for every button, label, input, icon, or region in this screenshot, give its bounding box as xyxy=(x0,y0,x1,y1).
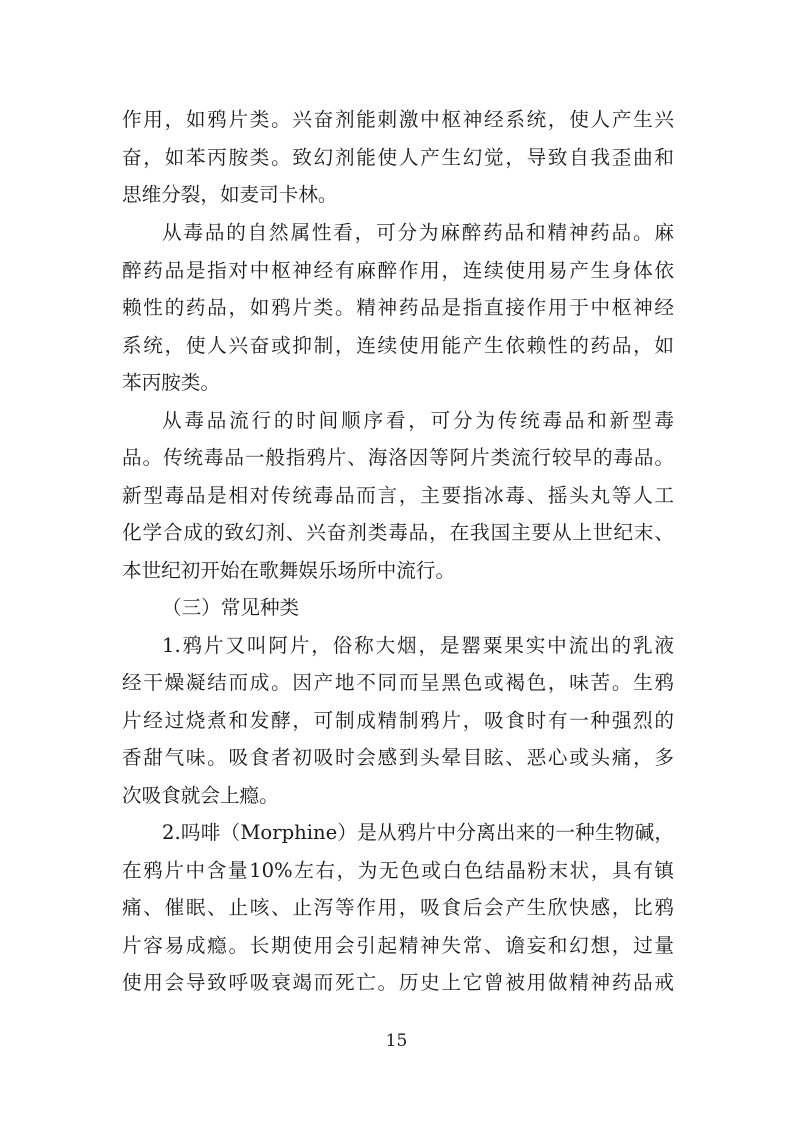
paragraph-line: 本世纪初开始在歌舞娱乐场所中流行。 xyxy=(122,559,456,582)
item-line: 1.鸦片又叫阿片，俗称大烟，是罂粟果实中流出的乳液 xyxy=(162,634,674,657)
paragraph-line: 化学合成的致幻剂、兴奋剂类毒品，在我国主要从上世纪末、 xyxy=(122,521,674,544)
paragraph-line: 新型毒品是相对传统毒品而言，主要指冰毒、摇头丸等人工 xyxy=(122,484,674,507)
paragraph-line: 品。传统毒品一般指鸦片、海洛因等阿片类流行较早的毒品。 xyxy=(122,446,674,469)
item-line: 痛、催眠、止咳、止泻等作用，吸食后会产生欣快感，比鸦 xyxy=(122,896,674,919)
item-line: 经干燥凝结而成。因产地不同而呈黑色或褐色，味苦。生鸦 xyxy=(122,671,674,694)
item-line: 2.吗啡（Morphine）是从鸦片中分离出来的一种生物碱， xyxy=(162,821,674,844)
page-number: 15 xyxy=(385,1031,408,1051)
paragraph-line: 作用，如鸦片类。兴奋剂能刺激中枢神经系统，使人产生兴 xyxy=(122,108,674,131)
paragraph-line: 苯丙胺类。 xyxy=(122,371,220,394)
paragraph-line: 赖性的药品，如鸦片类。精神药品是指直接作用于中枢神经 xyxy=(122,296,674,319)
paragraph-line: 醉药品是指对中枢神经有麻醉作用，连续使用易产生身体依 xyxy=(122,259,674,282)
item-line: 片经过烧煮和发酵，可制成精制鸦片，吸食时有一种强烈的 xyxy=(122,709,674,732)
paragraph-line: 奋，如苯丙胺类。致幻剂能使人产生幻觉，导致自我歪曲和 xyxy=(122,146,674,169)
paragraph-line: 从毒品流行的时间顺序看，可分为传统毒品和新型毒 xyxy=(162,409,674,432)
paragraph-line: 思维分裂，如麦司卡林。 xyxy=(122,183,338,206)
item-line: 香甜气味。吸食者初吸时会感到头晕目眩、恶心或头痛，多 xyxy=(122,746,674,769)
paragraph-line: 从毒品的自然属性看，可分为麻醉药品和精神药品。麻 xyxy=(162,221,674,244)
section-heading: （三）常见种类 xyxy=(162,596,300,619)
item-line: 在鸦片中含量10%左右，为无色或白色结晶粉末状，具有镇 xyxy=(122,859,674,882)
item-line: 片容易成瘾。长期使用会引起精神失常、谵妄和幻想，过量 xyxy=(122,934,674,957)
item-line: 次吸食就会上瘾。 xyxy=(122,784,279,807)
item-line: 使用会导致呼吸衰竭而死亡。历史上它曾被用做精神药品戒 xyxy=(122,971,674,994)
paragraph-line: 系统，使人兴奋或抑制，连续使用能产生依赖性的药品，如 xyxy=(122,334,674,357)
